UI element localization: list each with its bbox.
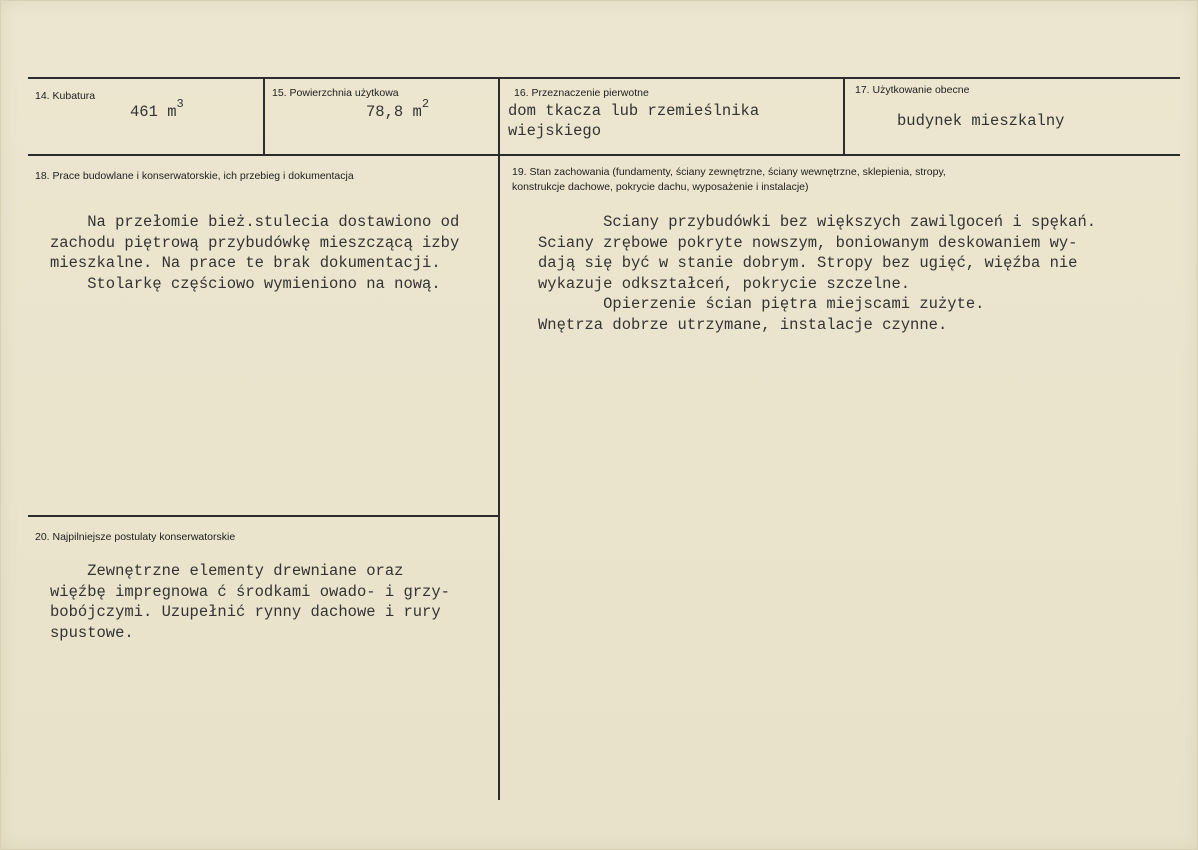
stan-line: Wnętrza dobrze utrzymane, instalacje czynne. <box>538 315 948 334</box>
prace-label: 18. Prace budowlane i konserwatorskie, ich przebieg i dokumentacja <box>35 170 354 182</box>
postulaty-text <box>50 561 450 643</box>
przeznaczenie-line: dom tkacza lub rzemieślnika <box>508 102 760 120</box>
uzytkowanie-value: budynek mieszkalny <box>897 112 1065 130</box>
top-rule <box>28 77 1180 79</box>
powierzchnia-value <box>366 97 430 121</box>
prace-line: Na przełomie bież.stulecia dostawiono od <box>50 213 460 231</box>
kubatura-number: 461 m <box>130 103 177 121</box>
uzytkowanie-label: 17. Użytkowanie obecne <box>855 84 970 96</box>
column-divider-1 <box>263 78 265 154</box>
stan-line: Sciany zrębowe pokryte nowszym, boniowanym deskowaniem wy- <box>538 233 1078 252</box>
section-divider-20 <box>28 515 500 517</box>
column-divider-2 <box>498 78 500 800</box>
postulaty-line: więźbę impregnowa ć środkami owado- i grzy- <box>50 582 450 601</box>
prace-line: zachodu piętrową przybudówkę mieszczącą izby <box>50 233 460 252</box>
przeznaczenie-value <box>508 101 759 141</box>
stan-line: wykazuje odkształceń, pokrycie szczelne. <box>538 274 911 293</box>
stan-line: dają się być w stanie dobrym. Stropy bez ugięć, więźba nie <box>538 254 1078 272</box>
column-divider-3 <box>843 78 845 154</box>
postulaty-line: Zewnętrzne elementy drewniane oraz <box>50 562 404 580</box>
row-divider <box>28 154 1180 156</box>
stan-label-line2: konstrukcje dachowe, pokrycie dachu, wyposażenie i instalacje) <box>512 181 809 193</box>
prace-line: Stolarkę częściowo wymieniono na nową. <box>50 274 441 293</box>
postulaty-label: 20. Najpilniejsze postulaty konserwatorskie <box>35 531 236 543</box>
powierzchnia-label: 15. Powierzchnia użytkowa <box>272 87 399 99</box>
kubatura-value <box>130 97 184 121</box>
przeznaczenie-label: 16. Przeznaczenie pierwotne <box>514 87 649 99</box>
stan-line: Opierzenie ścian piętra miejscami zużyte. <box>538 295 985 313</box>
powierzchnia-exponent: 2 <box>421 97 430 111</box>
stan-label-line1: 19. Stan zachowania (fundamenty, ściany zewnętrzne, ściany wewnętrzne, sklepienia, stropy, <box>512 166 946 178</box>
powierzchnia-number: 78,8 m <box>366 103 422 121</box>
przeznaczenie-line: wiejskiego <box>508 122 602 140</box>
prace-line: mieszkalne. Na prace te brak dokumentacji. <box>50 254 441 272</box>
stan-line: Sciany przybudówki bez większych zawilgoceń i spękań. <box>538 213 1097 231</box>
prace-text <box>50 212 459 294</box>
postulaty-line: spustowe. <box>50 623 134 642</box>
kubatura-label: 14. Kubatura <box>35 90 96 102</box>
postulaty-line: bobójczymi. Uzupełnić rynny dachowe i rury <box>50 603 441 621</box>
kubatura-exponent: 3 <box>176 97 184 111</box>
stan-text <box>538 212 1096 335</box>
